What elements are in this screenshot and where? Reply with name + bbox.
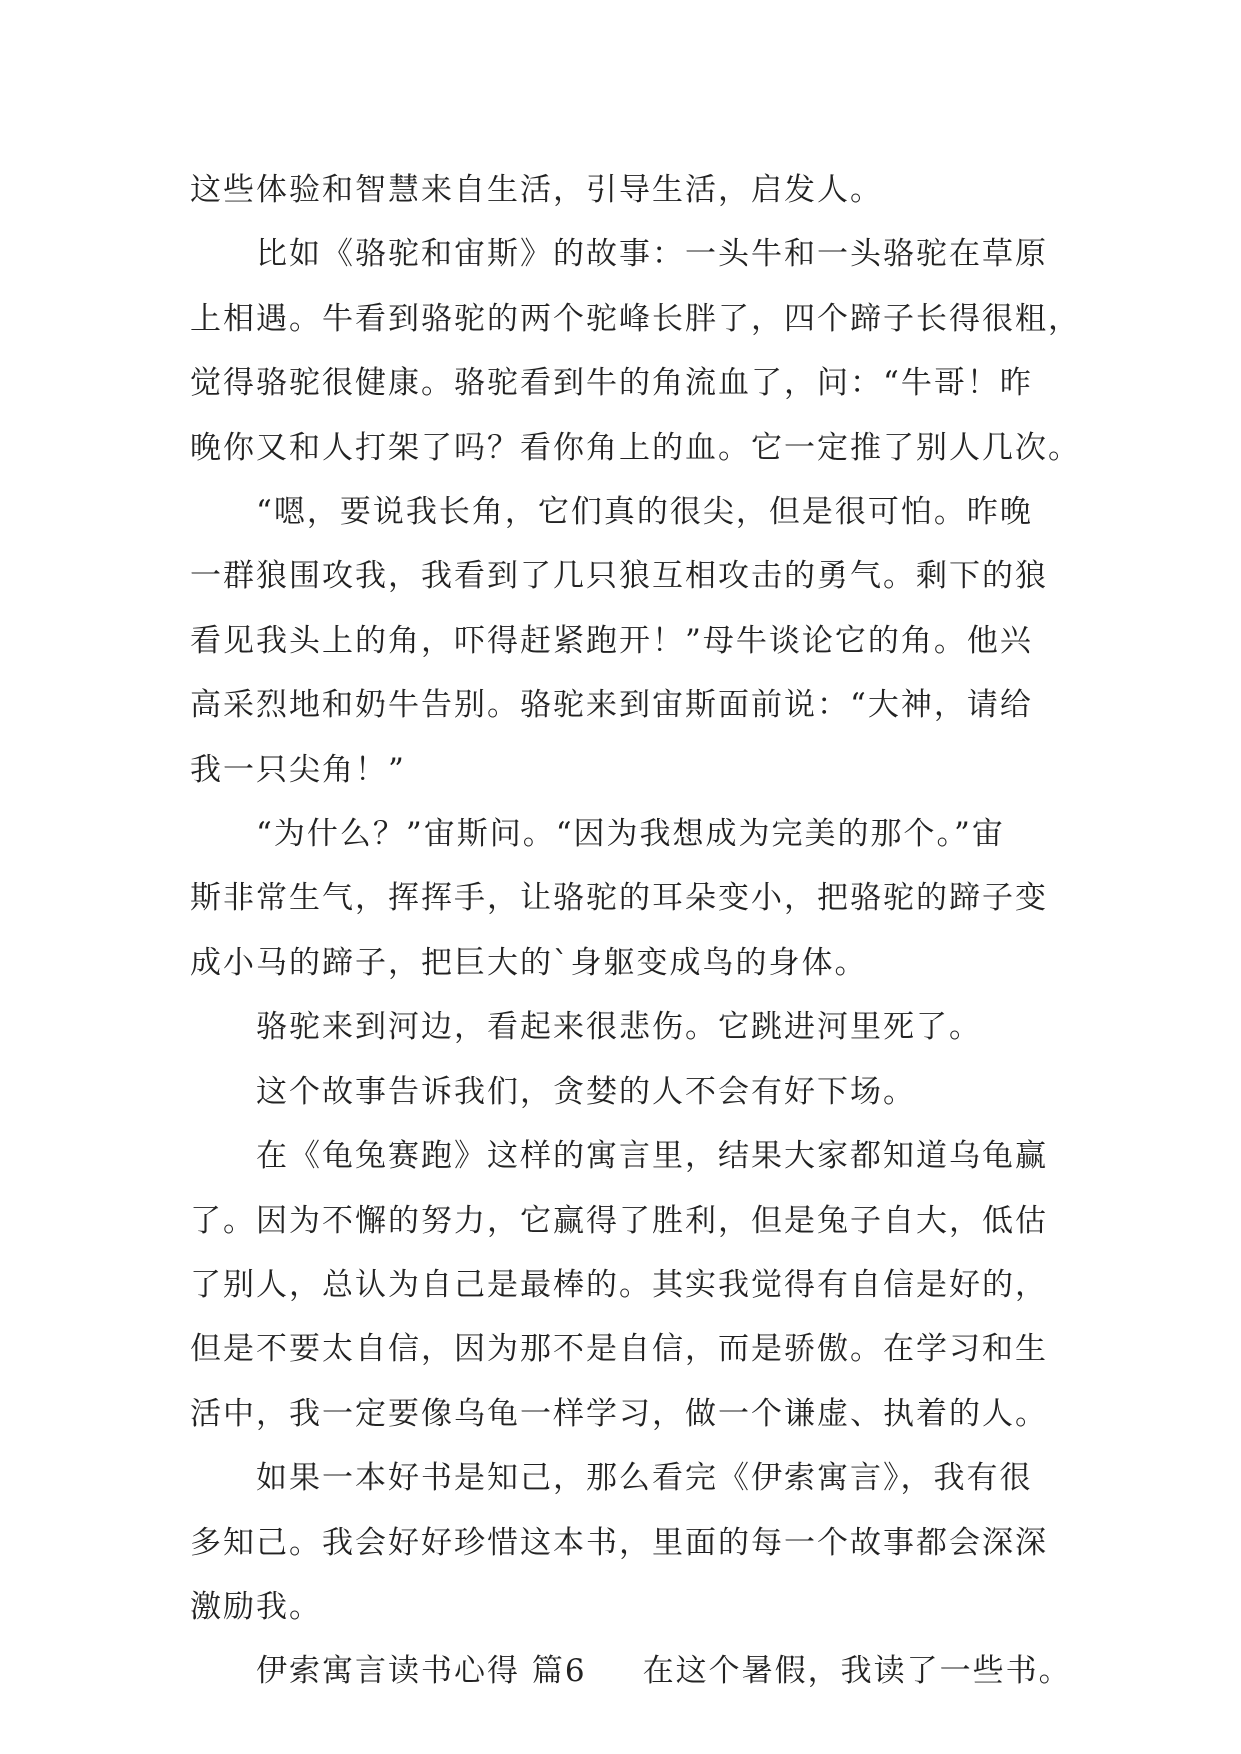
text-line-13: 成小马的蹄子，把巨大的`身躯变成鸟的身体。 [190, 944, 868, 981]
text-line-23: 激励我。 [190, 1588, 322, 1625]
text-line-10: 我一只尖角！” [190, 751, 406, 788]
text-line-5: 晚你又和人打架了吗？看你角上的血。它一定推了别人几次。 [190, 429, 1081, 466]
text-line-4: 觉得骆驼很健康。骆驼看到牛的角流血了，问：“牛哥！昨 [190, 365, 1033, 402]
text-line-3: 上相遇。牛看到骆驼的两个驼峰长胖了，四个蹄子长得很粗， [190, 300, 1081, 337]
text-line-12: 斯非常生气，挥挥手，让骆驼的耳朵变小，把骆驼的蹄子变 [190, 880, 1048, 917]
text-line-9: 高采烈地和奶牛告别。骆驼来到宙斯面前说：“大神，请给 [190, 687, 1033, 724]
section-heading-following-text: 在这个暑假，我读了一些书。 [642, 1653, 1072, 1690]
text-line-6: “嗯，要说我长角，它们真的很尖，但是很可怕。昨晚 [256, 494, 1033, 531]
text-line-14: 骆驼来到河边，看起来很悲伤。它跳进河里死了。 [256, 1009, 982, 1046]
text-line-21: 如果一本好书是知己，那么看完《伊索寓言》，我有很 [256, 1460, 1033, 1497]
text-line-7: 一群狼围攻我，我看到了几只狼互相攻击的勇气。剩下的狼 [190, 558, 1048, 595]
section-heading: 伊索寓言读书心得 篇6 [256, 1653, 587, 1690]
document-body [190, 158, 1081, 1704]
text-line-15: 这个故事告诉我们，贪婪的人不会有好下场。 [256, 1073, 916, 1110]
text-line-11: “为什么？”宙斯问。“因为我想成为完美的那个。”宙 [256, 816, 1005, 853]
text-line-18: 了别人，总认为自己是最棒的。其实我觉得有自信是好的， [190, 1266, 1048, 1303]
text-line-17: 了。因为不懈的努力，它赢得了胜利，但是兔子自大，低估 [190, 1202, 1048, 1239]
text-line-2: 比如《骆驼和宙斯》的故事：一头牛和一头骆驼在草原 [256, 236, 1048, 273]
text-line-22: 多知己。我会好好珍惜这本书，里面的每一个故事都会深深 [190, 1524, 1048, 1561]
text-line-1: 这些体验和智慧来自生活，引导生活，启发人。 [190, 172, 883, 208]
text-line-19: 但是不要太自信，因为那不是自信，而是骄傲。在学习和生 [190, 1331, 1048, 1368]
text-line-16: 在《龟兔赛跑》这样的寓言里，结果大家都知道乌龟赢 [256, 1138, 1048, 1175]
section-heading-line [190, 1639, 1070, 1703]
text-line-20: 活中，我一定要像乌龟一样学习，做一个谦虚、执着的人。 [190, 1395, 1048, 1432]
text-line-8: 看见我头上的角，吓得赶紧跑开！”母牛谈论它的角。他兴 [190, 622, 1033, 659]
